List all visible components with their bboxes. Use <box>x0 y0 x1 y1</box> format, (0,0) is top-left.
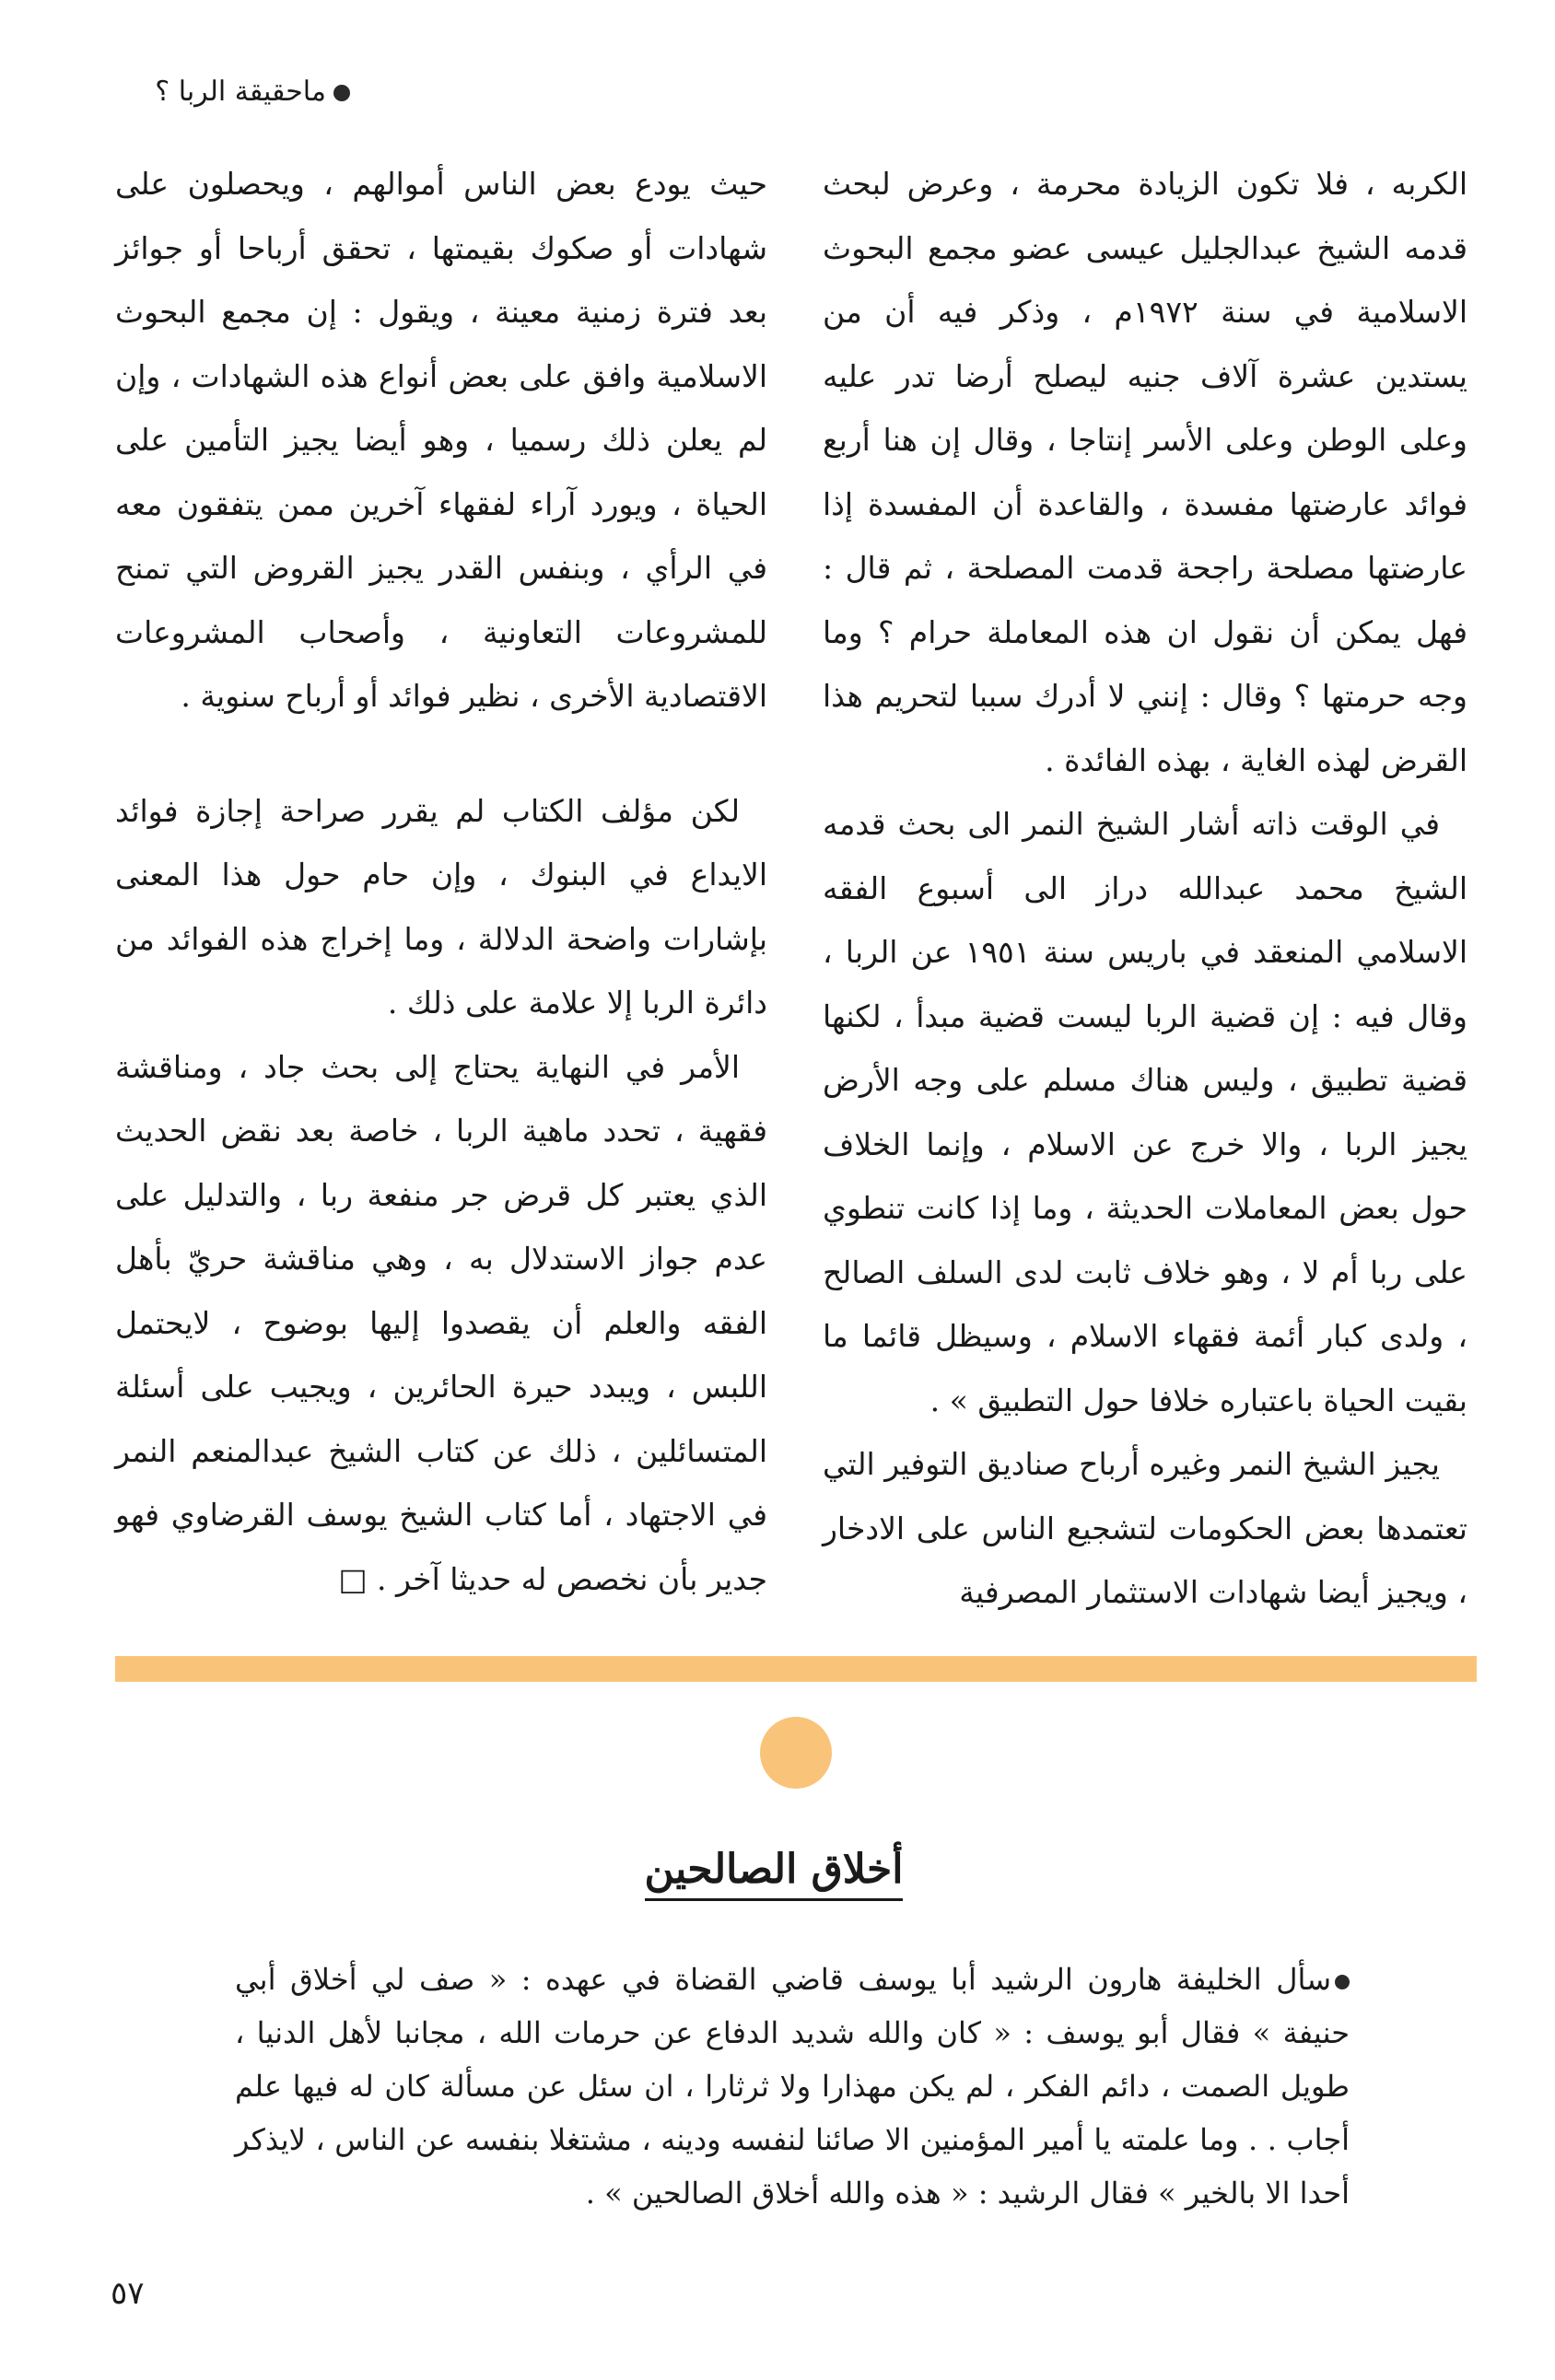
page-number: ٥٧ <box>111 2275 145 2312</box>
paragraph: لكن مؤلف الكتاب لم يقرر صراحة إجازة فوائد الايداع في البنوك ، وإن حام حول هذا المعنى بإشارات واضحة الدلالة ، وما إخراج هذه الفوائد من دائرة الربا إلا علامة على ذلك . <box>115 792 767 1021</box>
box-title <box>553 1842 995 1897</box>
running-title: ماحقيقة الربا ؟ <box>155 76 326 108</box>
running-header <box>111 74 350 111</box>
paragraph: حيث يودع بعض الناس أموالهم ، ويحصلون على شهادات أو صكوك بقيمتها ، تحقق أرباحا أو جوائز بعد فترة زمنية معينة ، ويقول : إن مجمع البحوث الاسلامية وافق على بعض أنواع هذه الشهادات ، وإن لم يعلن ذلك رسميا ، وهو أيضا يجيز التأمين على الحياة ، ويورد آراء لفقهاء آخرين ممن يتفقون معه في الرأي ، وبنفس القدر يجيز القروض التي تمنح للمشروعات التعاونية ، وأصحاب المشروعات الاقتصادية الأخرى ، نظير فوائد أو أرباح سنوية . <box>115 166 767 714</box>
bullet-icon <box>333 85 350 101</box>
bullet-icon <box>1335 1975 1350 1989</box>
box-title-text: أخلاق الصالحين <box>645 1846 904 1901</box>
paragraph: الكربه ، فلا تكون الزيادة محرمة ، وعرض لبحث قدمه الشيخ عبدالجليل عيسى عضو مجمع البحوث الاسلامية في سنة ١٩٧٢م ، وذكر فيه أن من يستدين عشرة آلاف جنيه ليصلح أرضا تدر عليه وعلى الوطن وعلى الأسر إنتاجا ، وقال إن هنا أربع فوائد عارضتها مفسدة ، والقاعدة أن المفسدة إذا عارضتها مصلحة راجحة قدمت المصلحة ، ثم قال : فهل يمكن أن نقول ان هذه المعاملة حرام ؟ وما وجه حرمتها ؟ وقال : إنني لا أدرك سببا لتحريم هذا القرض لهذه الغاية ، بهذه الفائدة . <box>823 166 1467 778</box>
section-divider-bar <box>115 1656 1477 1682</box>
paragraph: الأمر في النهاية يحتاج إلى بحث جاد ، ومناقشة فقهية ، تحدد ماهية الربا ، خاصة بعد نقض الحديث الذي يعتبر كل قرض جر منفعة ربا ، والتدليل على عدم جواز الاستدلال به ، وهي مناقشة حريّ بأهل الفقه والعلم أن يقصدوا إليها بوضوح ، لايحتمل اللبس ، ويبدد حيرة الحائرين ، ويجيب على أسئلة المتسائلين ، ذلك عن كتاب الشيخ عبدالمنعم النمر في الاجتهاد ، أما كتاب الشيخ يوسف القرضاوي فهو جدير بأن نخصص له حديثا آخر . □ <box>115 1048 767 1597</box>
article-column-right <box>823 152 1467 1625</box>
box-body-text: سأل الخليفة هارون الرشيد أبا يوسف قاضي القضاة في عهده : « صف لي أخلاق أبي حنيفة » فقال أبو يوسف : « كان والله شديد الدفاع عن حرمات الله ، مجانبا لأهل الدنيا ، طويل الصمت ، دائم الفكر ، لم يكن مهذارا ولا ثرثارا ، ان سئل عن مسألة كان له فيها علم أجاب . . وما علمته يا أمير المؤمنين الا صائنا لنفسه ودينه ، مشتغلا بنفسه عن الناس ، لايذكر أحدا الا بالخير » فقال الرشيد : « هذه والله أخلاق الصالحين » . <box>235 1962 1350 2211</box>
ornament-circle-icon <box>760 1717 832 1789</box>
box-body <box>235 1953 1350 2220</box>
paragraph: يجيز الشيخ النمر وغيره أرباح صناديق التوفير التي تعتمدها بعض الحكومات لتشجيع الناس على الادخار ، ويجيز أيضا شهادات الاستثمار المصرفية <box>823 1446 1467 1610</box>
paragraph: في الوقت ذاته أشار الشيخ النمر الى بحث قدمه الشيخ محمد عبدالله دراز الى أسبوع الفقه الاسلامي المنعقد في باريس سنة ١٩٥١ عن الربا ، وقال فيه : إن قضية الربا ليست قضية مبدأ ، لكنها قضية تطبيق ، وليس هناك مسلم على وجه الأرض يجيز الربا ، والا خرج عن الاسلام ، وإنما الخلاف حول بعض المعاملات الحديثة ، وما إذا كانت تنطوي على ربا أم لا ، وهو خلاف ثابت لدى السلف الصالح ، ولدى كبار أئمة فقهاء الاسلام ، وسيظل قائما ما بقيت الحياة باعتباره خلافا حول التطبيق » . <box>823 806 1467 1418</box>
article-column-left <box>115 152 767 1611</box>
